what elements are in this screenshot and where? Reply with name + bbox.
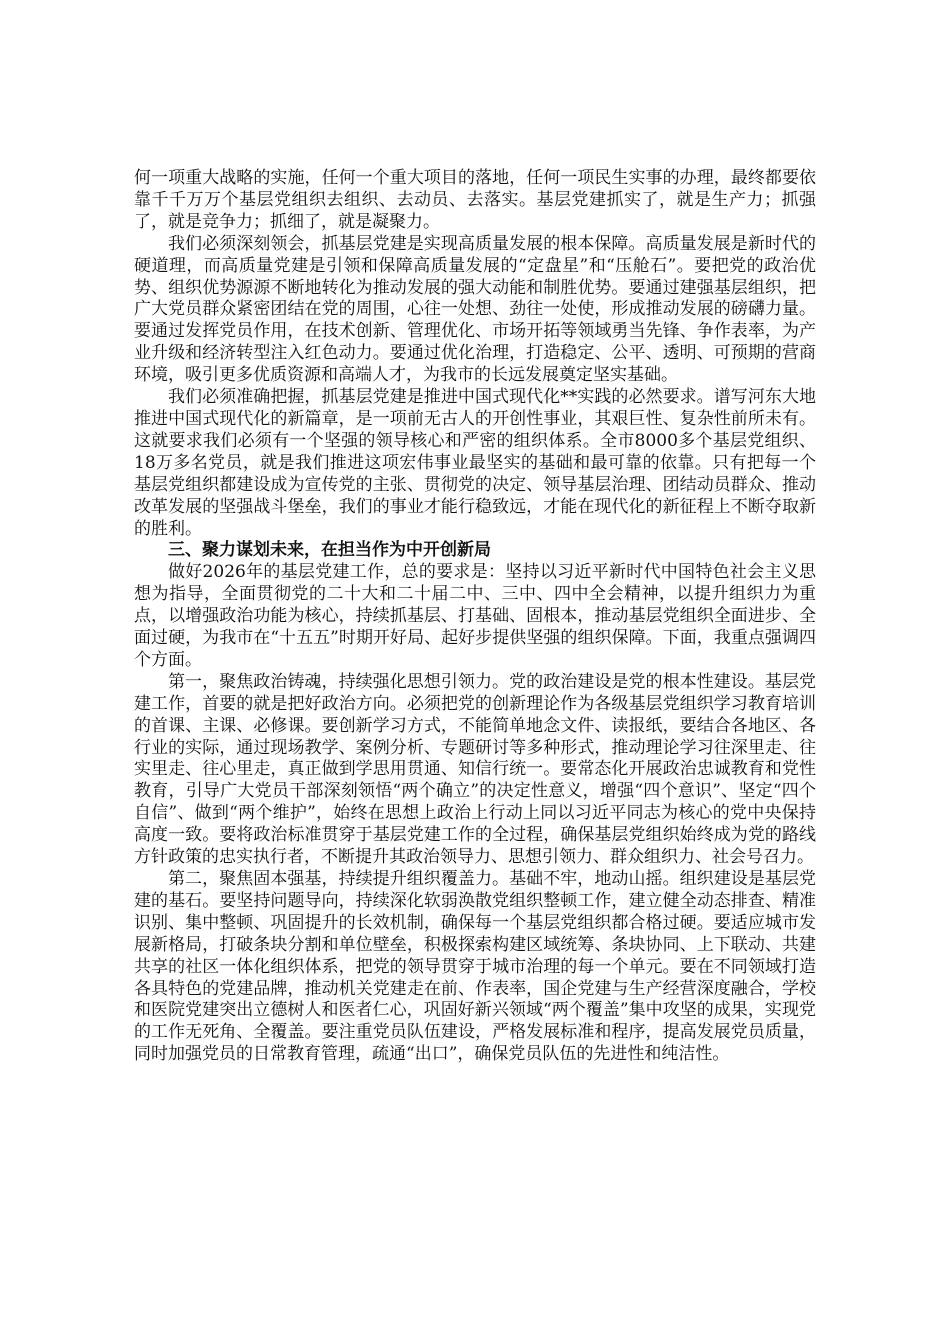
document-body — [134, 168, 816, 1066]
paragraph: 做好2026年的基层党建工作，总的要求是：坚持以习近平新时代中国特色社会主义思想为指导，全面贯彻党的二十大和二十届二中、三中、四中全会精神，以提升组织力为重点，以增强政治功能为核心，持续抓基层、打基础、固根本，推动基层党组织全面进步、全面过硬，为我市在“十五五”时期开好局、起好步提供坚强的组织保障。下面，我重点强调四个方面。 — [134, 562, 816, 670]
section-heading: 三、聚力谋划未来，在担当作为中开创新局 — [168, 540, 491, 561]
paragraph-continued: 何一项重大战略的实施，任何一个重大项目的落地，任何一项民生实事的办理，最终都要依靠千千万万个基层党组织去组织、去动员、去落实。基层党建抓实了，就是生产力；抓强了，就是竞争力；抓细了，就是凝聚力。 — [134, 168, 816, 232]
paragraph: 我们必须深刻领会，抓基层党建是实现高质量发展的根本保障。高质量发展是新时代的硬道理，而高质量党建是引领和保障高质量发展的“定盘星”和“压舱石”。要把党的政治优势、组织优势源源不断地转化为推动发展的强大动能和制胜优势。要通过建强基层组织，把广大党员群众紧密团结在党的周围，心往一处想、劲往一处使，形成推动发展的磅礴力量。要通过发挥党员作用，在技术创新、管理优化、市场开拓等领域勇当先锋、争作表率，为产业升级和经济转型注入红色动力。要通过优化治理，打造稳定、公平、透明、可预期的营商环境，吸引更多优质资源和高端人才，为我市的长远发展奠定坚实基础。 — [134, 233, 816, 386]
paragraph: 第一，聚焦政治铸魂，持续强化思想引领力。党的政治建设是党的根本性建设。基层党建工作，首要的就是把好政治方向。必须把党的创新理论作为各级基层党组织学习教育培训的首课、主课、必修课。要创新学习方式，不能简单地念文件、读报纸，要结合各地区、各行业的实际，通过现场教学、案例分析、专题研讨等多种形式，推动理论学习往深里走、往实里走、往心里走，真正做到学思用贯通、知信行统一。要常态化开展政治忠诚教育和党性教育，引导广大党员干部深刻领悟“两个确立”的决定性意义，增强“四个意识”、坚定“四个自信”、做到“两个维护”，始终在思想上政治上行动上同以习近平同志为核心的党中央保持高度一致。要将政治标准贯穿于基层党建工作的全过程，确保基层党组织始终成为党的路线方针政策的忠实执行者，不断提升其政治领导力、思想引领力、群众组织力、社会号召力。 — [134, 671, 816, 868]
paragraph: 第二，聚焦固本强基，持续提升组织覆盖力。基础不牢，地动山摇。组织建设是基层党建的基石。要坚持问题导向，持续深化软弱涣散党组织整顿工作，建立健全动态排查、精准识别、集中整顿、巩固提升的长效机制，确保每一个基层党组织都合格过硬。要适应城市发展新格局，打破条块分割和单位壁垒，积极探索构建区域统筹、条块协同、上下联动、共建共享的社区一体化组织体系，把党的领导贯穿于城市治理的每一个单元。要在不同领域打造各具特色的党建品牌，推动机关党建走在前、作表率，国企党建与生产经营深度融合，学校和医院党建突出立德树人和医者仁心，巩固好新兴领域“两个覆盖”集中攻坚的成果，实现党的工作无死角、全覆盖。要注重党员队伍建设，严格发展标准和程序，提高发展党员质量，同时加强党员的日常教育管理，疏通“出口”，确保党员队伍的先进性和纯洁性。 — [134, 869, 816, 1065]
paragraph: 我们必须准确把握，抓基层党建是推进中国式现代化**实践的必然要求。谱写河东大地推进中国式现代化的新篇章，是一项前无古人的开创性事业，其艰巨性、复杂性前所未有。这就要求我们必须有一个坚强的领导核心和严密的组织体系。全市8000多个基层党组织、18万多名党员，就是我们推进这项宏伟事业最坚实的基础和最可靠的依靠。只有把每一个基层党组织都建设成为宣传党的主张、贯彻党的决定、领导基层治理、团结动员群众、推动改革发展的坚强战斗堡垒，我们的事业才能行稳致远，才能在现代化的新征程上不断夺取新的胜利。 — [134, 387, 816, 539]
